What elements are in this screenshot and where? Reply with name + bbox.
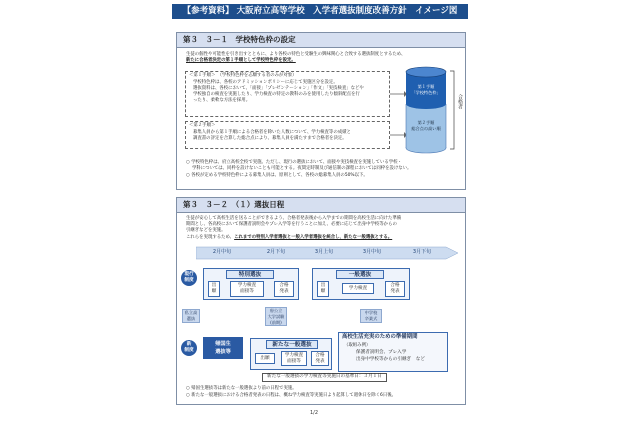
prep-line: 出身中学校等からの引継ぎ など [356,357,425,362]
general-apply: 出 願 [317,281,329,297]
junior-graduation-tag: 中学校 卒業式 [360,309,382,323]
cylinder-bottom-label: 第２手順 総合点の高い順 [411,120,441,131]
new-apply: 出願 [255,353,275,364]
page-header: 【参考資料】 大阪府立高等学校 入学者選抜制度改善方針 イメージ図 [172,4,468,19]
section2-note: ○ 新たな一般選抜における合格者発表の日程は、概ね学力検査等実施日より起算して週休日を除く6日後。 [186,393,397,398]
section2-intro-last: これらを実現するため、これまでの特別入学者選抜と一般入学者選抜を統合し、新たな一般選抜とする。 [186,235,393,240]
returnee-selection: 帰国生 選抜等 [203,337,243,359]
step1-line: 学校特色枠は、各校のアドミッションポリシーに応じて実施区分を設定。 [193,80,338,85]
month-label: 3月中旬 [362,249,382,255]
prep-line: （取組み例） [344,343,371,348]
step1-title: ＜第１手順＞ （学校特色枠を志願する者のみが対象） [189,73,297,78]
step2-line: 調査書の評定を合算した総合点により、募集人員を満たすまで合格者を決定。 [193,136,347,141]
private-hs-tag: 私立高 選抜 [182,309,200,323]
special-apply: 出 願 [208,281,220,297]
step2-title: ＜第２手順＞ [189,123,216,128]
section2-intro: 引継ぎなどを実施。 [186,228,226,233]
prep-period-title: 高校生活充実のための準備期間 [342,334,418,340]
section1-bullet: ○ 各校が定める学校特色枠による募集人員は、原則として、各校の総募集人員の50%以下。 [186,173,368,178]
month-label: 2月中旬 [212,249,232,255]
section2-intro: 生徒が安心して高校生活を送ることができるよう、合格者発表後から入学までの期間を高校生活に向けた準備 [186,216,402,221]
month-label: 2月下旬 [266,249,286,255]
special-exam: 学力検査 面接等 [230,281,264,297]
general-selection-label: 一般選抜 [336,270,384,279]
general-result: 合格 発表 [385,281,405,297]
section2-note: ○ 帰国生選抜等は新たな一般選抜より前の日程で実施。 [186,386,297,391]
general-exam: 学力検査 [342,283,374,294]
step1-line: 選抜資料は、各校において、「面接」「プレゼンテーション」「作文」「実技検査」などや [193,86,364,91]
section1-bullet: ○ 学校特色枠は、府立高校全校で実施。ただし、現行の選抜において、面接や実技検査を実施している学校・ [186,160,402,165]
prep-line: 保護者説明会、プレ入学 [356,350,407,355]
cylinder-top-label: 第１手順 「学校特色枠」 [411,84,441,95]
section1-bullet-cont: 学科については、同枠を設けないことも可能とする。夜間定時制及び通信制の課程においては同枠を設けない。 [192,166,412,171]
month-label: 3月下旬 [412,249,432,255]
new-result: 合格 発表 [311,351,329,366]
section2-intro: 期間とし、各高校において保護者説明会やプレ入学等を行うことに加え、必要に応じて出身中学校等からの [186,222,397,227]
step1-line: 学校独自の検査を実施したり、学力検査の特定の教科のみを使用したり傾斜配点を行 [193,92,360,97]
page-number: 1/2 [310,410,319,416]
step1-line: ったり、柔軟な方法を採用。 [193,98,251,103]
base-date-note: 新たな一般選抜の学力検査等実施日の基準日：３月１日 [262,373,387,382]
new-system-badge: 新 制度 [181,340,197,356]
new-general-label: 新たな一般選抜 [266,340,318,349]
special-selection-label: 特別選抜 [226,270,274,279]
current-system-badge: 現行 制度 [181,270,197,286]
new-exam: 学力検査 面接等 [281,351,307,366]
section1-intro-line2: 新たに合格者決定の第１手順として学校特色枠を設定。 [186,58,296,63]
step2-line: 募集人員から第１手順による合格者を除いた人数について、学力検査等の成績と [193,130,351,135]
special-result: 合格 発表 [274,281,294,297]
admission-cylinder-diagram [404,64,448,156]
passers-bracket [449,70,457,150]
month-label: 3月上旬 [314,249,334,255]
section1-intro-line1: 生徒の個性や可能性を引き出すとともに、より各校の特色と受験生の興味関心と合致する選抜制度とするため、 [186,52,406,57]
public-univ-tag: 府公立 大学試験 (前期) [265,307,287,326]
passers-label: 合格者 [457,94,463,109]
section2-title: 第３ ３－２ （１）選抜日程 [177,198,465,213]
section1-title: 第３ ３－１ 学校特色枠の設定 [177,33,465,48]
